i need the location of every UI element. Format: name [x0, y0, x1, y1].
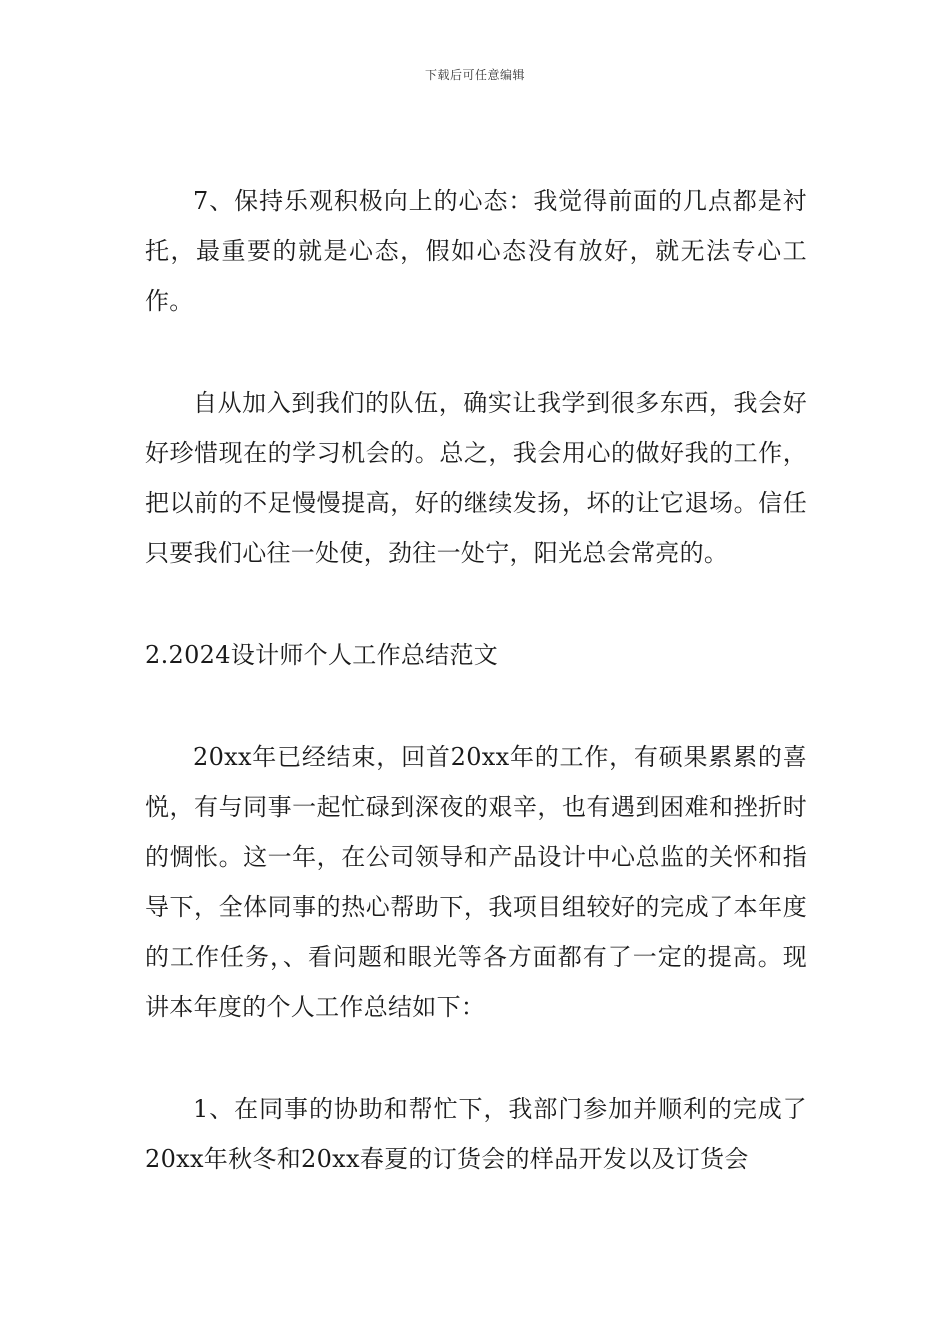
paragraph-spacer: [145, 578, 807, 630]
paragraph-conclusion: 自从加入到我们的队伍，确实让我学到很多东西，我会好好珍惜现在的学习机会的。总之，我会用心的做好我的工作，把以前的不足慢慢提高，好的继续发扬，坏的让它退场。信任只要我们心往一处使，劲往一处宁，阳光总会常亮的。: [145, 389, 807, 567]
paragraph-spacer: [145, 1032, 807, 1084]
paragraph-spacer: [145, 326, 807, 378]
paragraph-tip-7: 7、保持乐观积极向上的心态：我觉得前面的几点都是衬托，最重要的就是心态，假如心态没有放好，就无法专心工作。: [145, 187, 807, 315]
paragraph-item-1: 1、在同事的协助和帮忙下，我部门参加并顺利的完成了20xx年秋冬和20xx春夏的订货会的样品开发以及订货会: [145, 1095, 807, 1173]
page-header-note: 下载后可任意编辑: [424, 68, 525, 82]
paragraph-spacer: [145, 680, 807, 732]
section-heading: 2.2024设计师个人工作总结范文: [145, 641, 499, 669]
paragraph-intro: 20xx年已经结束，回首20xx年的工作，有硕果累累的喜悦，有与同事一起忙碌到深夜的艰辛，也有遇到困难和挫折时的惆怅。这一年，在公司领导和产品设计中心总监的关怀和指导下，全体同事的热心帮助下，我项目组较好的完成了本年度的工作任务，、看问题和眼光等各方面都有了一定的提高。现讲本年度的个人工作总结如下：: [145, 743, 807, 1021]
document-body: [145, 176, 807, 1184]
